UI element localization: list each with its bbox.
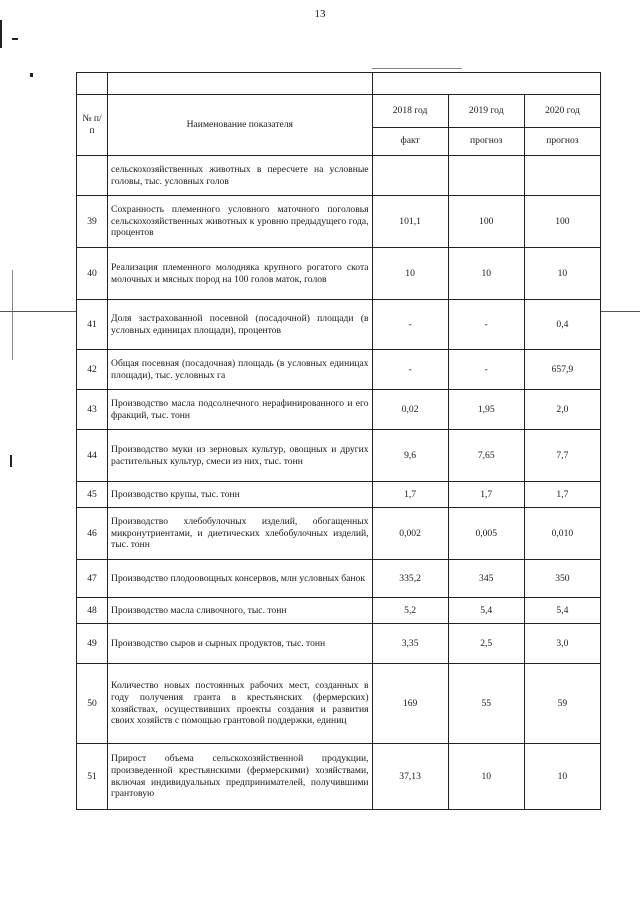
- row-number: 51: [77, 744, 108, 810]
- row-value-2020: 0,010: [524, 508, 600, 560]
- table-row: [77, 508, 601, 560]
- row-value-2020: 10: [524, 744, 600, 810]
- header-num: № п/п: [77, 95, 108, 156]
- page-number: 13: [314, 8, 326, 20]
- row-value-2018: 5,2: [372, 598, 448, 624]
- row-number: 49: [77, 624, 108, 664]
- row-value-2018: 335,2: [372, 560, 448, 598]
- row-name: Производство масла сливочного, тыс. тонн: [108, 598, 372, 624]
- row-value-2020: 7,7: [524, 430, 600, 482]
- header-type-2020: прогноз: [524, 127, 600, 155]
- row-value-2020: 350: [524, 560, 600, 598]
- row-number: [77, 156, 108, 196]
- row-name: Прирост объема сельскохозяйственной продукции, произведенной крестьянскими (фермерскими) хозяйствами, включая индивидуальных предпринимателей, получившими грантовую: [108, 744, 372, 810]
- table-row: [77, 560, 601, 598]
- table-row: [77, 390, 601, 430]
- row-value-2018: 3,35: [372, 624, 448, 664]
- table-row: [77, 430, 601, 482]
- row-number: 46: [77, 508, 108, 560]
- row-value-2020: 657,9: [524, 350, 600, 390]
- scan-mark: [12, 38, 18, 40]
- row-number: 44: [77, 430, 108, 482]
- table-row: [77, 156, 601, 196]
- row-value-2019: 345: [448, 560, 524, 598]
- table-row: [77, 350, 601, 390]
- row-value-2018: [372, 156, 448, 196]
- row-number: 41: [77, 300, 108, 350]
- row-number: 40: [77, 248, 108, 300]
- row-value-2018: -: [372, 350, 448, 390]
- row-value-2020: 10: [524, 248, 600, 300]
- header-year-2018: 2018 год: [372, 95, 448, 128]
- table-row: [77, 624, 601, 664]
- scan-line: [372, 68, 462, 69]
- row-value-2020: 3,0: [524, 624, 600, 664]
- row-value-2018: 9,6: [372, 430, 448, 482]
- row-value-2018: 1,7: [372, 482, 448, 508]
- table-row: [77, 248, 601, 300]
- table-row: [77, 196, 601, 248]
- row-value-2019: 7,65: [448, 430, 524, 482]
- header-type-2018: факт: [372, 127, 448, 155]
- row-value-2019: -: [448, 350, 524, 390]
- row-value-2020: 0,4: [524, 300, 600, 350]
- row-value-2019: 100: [448, 196, 524, 248]
- row-value-2019: 10: [448, 248, 524, 300]
- row-name: Реализация племенного молодняка крупного рогатого скота молочных и мясных пород на 100 голов маток, голов: [108, 248, 372, 300]
- table-row: [77, 482, 601, 508]
- row-value-2020: 59: [524, 664, 600, 744]
- row-name: Производство плодоовощных консервов, млн условных банок: [108, 560, 372, 598]
- row-name: Производство хлебобулочных изделий, обогащенных микронутриентами, и диетических хлебобулочных изделий, тыс. тонн: [108, 508, 372, 560]
- scan-mark: [10, 455, 12, 467]
- row-value-2018: 37,13: [372, 744, 448, 810]
- row-name: сельскохозяйственных животных в пересчете на условные головы, тыс. условных голов: [108, 156, 372, 196]
- row-name: Количество новых постоянных рабочих мест, созданных в году получения гранта в крестьянских (фермерских) хозяйствах, осуществивших проекты создания и развития своих хозяйств с помощью грантовой поддержки, единиц: [108, 664, 372, 744]
- row-name: Сохранность племенного условного маточного поголовья сельскохозяйственных животных к уровню предыдущего года, процентов: [108, 196, 372, 248]
- row-value-2018: 101,1: [372, 196, 448, 248]
- row-value-2019: 10: [448, 744, 524, 810]
- row-value-2018: 10: [372, 248, 448, 300]
- header-row-years: [77, 95, 601, 128]
- table-row: [77, 744, 601, 810]
- row-number: 39: [77, 196, 108, 248]
- row-value-2018: -: [372, 300, 448, 350]
- row-value-2020: 2,0: [524, 390, 600, 430]
- row-value-2019: 0,005: [448, 508, 524, 560]
- header-row-top: [77, 73, 601, 95]
- scan-mark: [30, 73, 33, 77]
- row-value-2018: 0,002: [372, 508, 448, 560]
- row-value-2019: 2,5: [448, 624, 524, 664]
- row-name: Доля застрахованной посевной (посадочной) площади (в условных единицах площади), процентов: [108, 300, 372, 350]
- table-row: [77, 664, 601, 744]
- header-year-2020: 2020 год: [524, 95, 600, 128]
- row-name: Общая посевная (посадочная) площадь (в условных единицах площади), тыс. условных га: [108, 350, 372, 390]
- row-number: 45: [77, 482, 108, 508]
- row-value-2019: [448, 156, 524, 196]
- row-value-2019: 55: [448, 664, 524, 744]
- row-number: 50: [77, 664, 108, 744]
- header-type-2019: прогноз: [448, 127, 524, 155]
- table-row: [77, 598, 601, 624]
- row-value-2018: 0,02: [372, 390, 448, 430]
- scan-mark: [12, 270, 13, 360]
- row-value-2020: 1,7: [524, 482, 600, 508]
- row-name: Производство масла подсолнечного нерафинированного и его фракций, тыс. тонн: [108, 390, 372, 430]
- scan-line: [600, 311, 640, 312]
- row-number: 47: [77, 560, 108, 598]
- row-number: 48: [77, 598, 108, 624]
- scan-mark: [0, 20, 2, 48]
- row-value-2019: 5,4: [448, 598, 524, 624]
- row-value-2020: [524, 156, 600, 196]
- header-name: Наименование показателя: [108, 95, 372, 156]
- row-value-2019: 1,7: [448, 482, 524, 508]
- row-value-2018: 169: [372, 664, 448, 744]
- scan-line: [0, 311, 76, 312]
- row-name: Производство сыров и сырных продуктов, тыс. тонн: [108, 624, 372, 664]
- indicators-table: [76, 72, 601, 810]
- row-name: Производство муки из зерновых культур, овощных и других растительных культур, смеси из них, тыс. тонн: [108, 430, 372, 482]
- row-number: 43: [77, 390, 108, 430]
- row-number: 42: [77, 350, 108, 390]
- row-name: Производство крупы, тыс. тонн: [108, 482, 372, 508]
- row-value-2020: 100: [524, 196, 600, 248]
- row-value-2020: 5,4: [524, 598, 600, 624]
- row-value-2019: 1,95: [448, 390, 524, 430]
- row-value-2019: -: [448, 300, 524, 350]
- header-year-2019: 2019 год: [448, 95, 524, 128]
- table-row: [77, 300, 601, 350]
